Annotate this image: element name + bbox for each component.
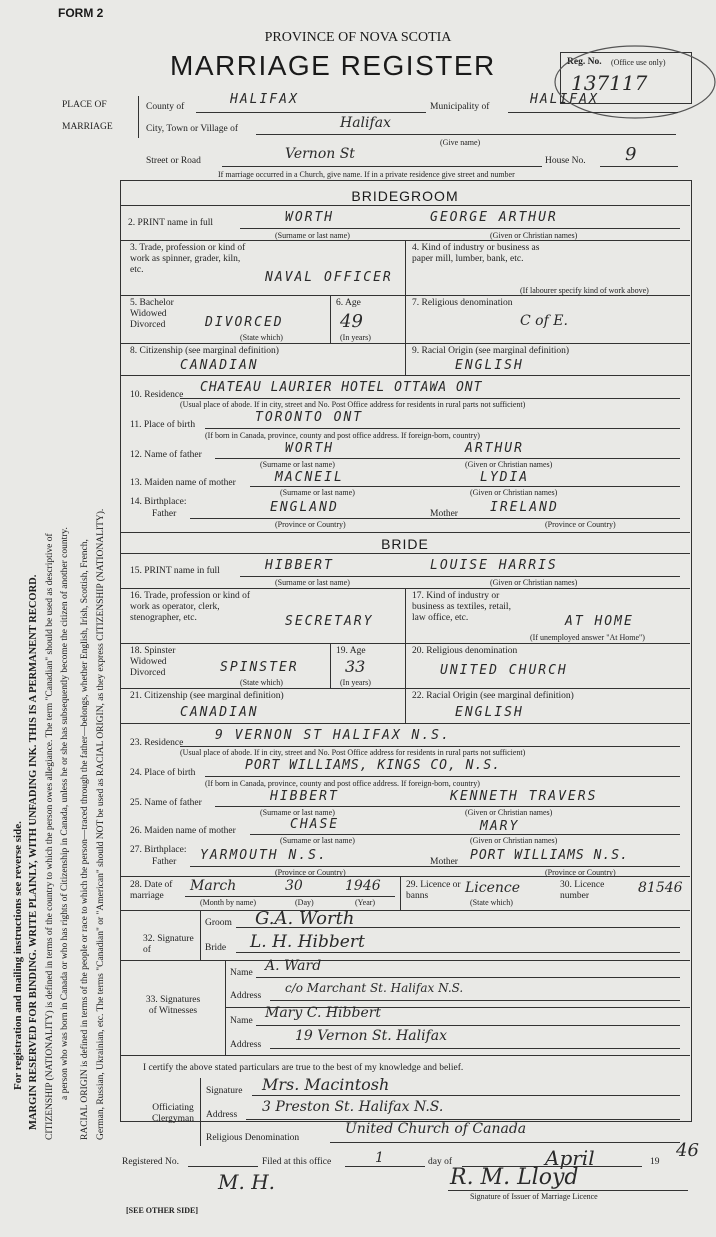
margin-racial-1: RACIAL ORIGIN is defined in terms of the people or race to which the person—traced through the father—belongs, whether English, Irish, Scottish, French, [80,539,90,1140]
see-other-side: [SEE OTHER SIDE] [126,1206,199,1215]
margin-citizenship-2: a person who was born in Canada or who has rights of Citizenship in Canada, unless he or she has subsequently become the citizen of another country. [60,527,70,1100]
bride-signature: L. H. Hibbert [250,932,365,952]
bride-father-surname: HIBBERT [270,789,339,804]
margin-racial-2: German, Russian, Ukrainian, etc. The terms "Canadian" or "American" should NOT be used as RACIAL ORIGIN, as they express CITIZENSHIP (NATIONALITY). [96,508,106,1140]
groom-bp-mother: IRELAND [490,500,559,515]
bride-birth-caption: (If born in Canada, province, county and post office address. If foreign-born, country) [205,779,480,788]
bride-mother-given: MARY [480,819,520,834]
bride-heading: BRIDE [381,536,429,552]
groom-racial: ENGLISH [455,358,524,373]
page-title: MARRIAGE REGISTER [170,50,496,81]
bride-trade: SECRETARY [285,614,374,629]
bride-trade-label: 16. Trade, profession or kind of work as operator, clerk, stenographer, etc. [130,591,251,623]
year-caption: (Year) [355,898,376,907]
groom-age-caption: (In years) [340,333,371,342]
groom-religion: C of E. [520,313,568,329]
groom-bp-father: ENGLAND [270,500,339,515]
margin-citizenship-1: CITIZENSHIP (NATIONALITY) is defined in terms of the country to which the person owes allegiance. The term "Canadian" should be used as descriptive of [45,533,55,1140]
groom-religion-label: 7. Religious denomination [412,298,513,308]
groom-mother-surname: MACNEIL [275,470,344,485]
groom-status-caption: (State which) [240,333,283,342]
groom-father-label: 12. Name of father [130,450,202,460]
bride-status-label: 18. Spinster Widowed Divorced [130,646,176,678]
bride-residence-label: 23. Residence [130,738,184,748]
bridegroom-heading: BRIDEGROOM [351,188,459,204]
clergy-sig-label: Signature [206,1086,243,1096]
groom-status-label: 5. Bachelor Widowed Divorced [130,298,174,330]
bride-bp-mother-caption: (Province or Country) [545,868,616,877]
groom-age-label: 6. Age [336,298,361,308]
bride-religion: UNITED CHURCH [440,663,568,678]
w2-address-label: Address [230,1040,262,1050]
bride-birth-label: 24. Place of birth [130,768,196,778]
licence-value: Licence [465,880,521,896]
bride-father-given-caption: (Given or Christian names) [465,808,553,817]
groom-surname: WORTH [285,210,335,225]
church-note: If marriage occurred in a Church, give name. If in a private residence give street and number [218,170,515,179]
groom-residence: CHATEAU LAURIER HOTEL OTTAWA ONT [200,380,483,395]
city-label: City, Town or Village of [146,124,238,134]
bride-religion-label: 20. Religious denomination [412,646,518,656]
county-label: County of [146,102,185,112]
groom-bp-father-caption: (Province or Country) [275,520,346,529]
bride-bp-father-label: Father [152,857,177,867]
bride-citizenship-label: 21. Citizenship (see marginal definition) [130,691,284,701]
groom-age: 49 [340,311,363,332]
bride-father-surname-caption: (Surname or last name) [260,808,335,817]
bride-father-given: KENNETH TRAVERS [450,789,598,804]
bride-bp-mother-label: Mother [430,857,458,867]
house-label: House No. [545,156,586,166]
bride-status-caption: (State which) [240,678,283,687]
groom-mother-given: LYDIA [480,470,530,485]
marriage-month: March [190,878,237,894]
bride-citizenship: CANADIAN [180,705,259,720]
place-label-2: MARRIAGE [62,122,113,132]
street-label: Street or Road [146,156,201,166]
bride-surname-caption: (Surname or last name) [275,578,350,587]
reg-circle [550,42,716,122]
year-prefix: 19 [650,1157,660,1167]
groom-father-surname-caption: (Surname or last name) [260,460,335,469]
date-label: 28. Date of marriage [130,880,173,901]
marriage-day: 30 [285,878,303,894]
bride-industry-label: 17. Kind of industry or business as textiles, retail, law office, etc. [412,591,511,623]
municipality-label: Municipality of [430,102,490,112]
groom-trade-label: 3. Trade, profession or kind of work as spinner, grader, kiln, etc. [130,243,246,275]
bride-age: 33 [345,657,366,676]
bride-industry-caption: (If unemployed answer "At Home") [530,633,645,642]
bride-bp-father-caption: (Province or Country) [275,868,346,877]
bride-racial-label: 22. Racial Origin (see marginal definition) [412,691,574,701]
groom-surname-caption: (Surname or last name) [275,231,350,240]
groom-industry-caption: (If labourer specify kind of work above) [520,286,649,295]
licence-number-label: 30. Licence number [560,880,605,901]
day-caption: (Day) [295,898,314,907]
bride-surname: HIBBERT [265,558,334,573]
groom-sig-label: Groom [205,918,232,928]
witness2-address: 19 Vernon St. Halifax [295,1028,448,1044]
reg-note: (Office use only) [611,58,666,67]
clergy-address: 3 Preston St. Halifax N.S. [262,1099,444,1115]
groom-mother-surname-caption: (Surname or last name) [280,488,355,497]
bride-mother-surname-caption: (Surname or last name) [280,836,355,845]
groom-signature: G.A. Worth [255,908,355,929]
bride-given-caption: (Given or Christian names) [490,578,578,587]
bride-sig-label: Bride [205,943,227,953]
street-value: Vernon St [285,146,355,162]
issuer-signature: R. M. Lloyd [450,1165,579,1190]
denomination-label: Religious Denomination [206,1133,300,1143]
groom-name-label: 2. PRINT name in full [128,218,214,228]
registrar-initials: M. H. [218,1170,275,1194]
house-value: 9 [625,144,637,165]
groom-mother-label: 13. Maiden name of mother [130,478,236,488]
filed-month: April [545,1146,595,1170]
certify-text: I certify the above stated particulars are true to the best of my knowledge and belief. [143,1063,464,1073]
witness2-name: Mary C. Hibbert [265,1005,382,1021]
municipality-value: HALIFAX [530,92,599,107]
bride-racial: ENGLISH [455,705,524,720]
groom-trade: NAVAL OFFICER [265,270,393,285]
signature-label: 32. Signature of [143,934,194,955]
issuer-caption: Signature of Issuer of Marriage Licence [470,1192,598,1201]
bride-age-label: 19. Age [336,646,366,656]
groom-residence-label: 10. Residence [130,390,184,400]
bride-bp-father: YARMOUTH N.S. [200,848,328,863]
bride-given: LOUISE HARRIS [430,558,558,573]
place-label-1: PLACE OF [62,100,107,110]
bride-bp-mother: PORT WILLIAMS N.S. [470,848,629,863]
groom-bp-mother-caption: (Province or Country) [545,520,616,529]
reg-label: Reg. No. [567,57,602,67]
groom-father-given: ARTHUR [465,441,524,456]
groom-citizenship-label: 8. Citizenship (see marginal definition) [130,346,279,356]
bride-status: SPINSTER [220,660,299,675]
groom-industry-label: 4. Kind of industry or business as paper mill, lumber, bank, etc. [412,243,540,264]
bride-birthplace-label: 27. Birthplace: [130,845,187,855]
margin-binding: MARGIN RESERVED FOR BINDING. WRITE PLAINLY, WITH UNFADING INK. THIS IS A PERMANENT RECORD. [28,574,39,1130]
bride-age-caption: (In years) [340,678,371,687]
filed-label: Filed at this office [262,1157,332,1167]
reg-number: 137117 [571,71,648,95]
clergy-address-label: Address [206,1110,238,1120]
groom-given: GEORGE ARTHUR [430,210,558,225]
groom-citizenship: CANADIAN [180,358,259,373]
groom-bp-father-label: Father [152,509,177,519]
marriage-year: 1946 [345,878,381,894]
groom-residence-caption: (Usual place of abode. If in city, street and No. Post Office address for residents in rural parts not sufficient) [180,400,526,409]
form-number: FORM 2 [58,6,104,20]
registered-label: Registered No. [122,1157,179,1167]
bride-mother-given-caption: (Given or Christian names) [470,836,558,845]
witness1-name: A. Ward [265,958,322,974]
licence-number: 81546 [638,880,683,896]
groom-status: DIVORCED [205,315,284,330]
licence-caption: (State which) [470,898,513,907]
bride-birth: PORT WILLIAMS, KINGS CO, N.S. [245,758,501,773]
w1-name-label: Name [230,968,253,978]
bride-mother-label: 26. Maiden name of mother [130,826,236,836]
day-of-label: day of [428,1157,453,1167]
groom-racial-label: 9. Racial Origin (see marginal definition) [412,346,570,356]
groom-bp-mother-label: Mother [430,509,458,519]
city-value: Halifax [340,115,391,131]
month-caption: (Month by name) [200,898,256,907]
margin-instructions: For registration and mailing instructions see reverse side. [12,821,24,1090]
county-value: HALIFAX [230,92,299,107]
groom-father-given-caption: (Given or Christian names) [465,460,553,469]
groom-birth-caption: (If born in Canada, province, county and post office address. If foreign-born, country) [205,431,480,440]
bride-name-label: 15. PRINT name in full [130,566,220,576]
clergy-denomination: United Church of Canada [345,1121,527,1137]
licence-label: 29. Licence or banns [406,880,461,901]
groom-father-surname: WORTH [285,441,335,456]
bride-residence: 9 VERNON ST HALIFAX N.S. [215,728,451,743]
bride-father-label: 25. Name of father [130,798,202,808]
w2-name-label: Name [230,1016,253,1026]
groom-given-caption: (Given or Christian names) [490,231,578,240]
bride-residence-caption: (Usual place of abode. If in city, street and No. Post Office address for residents in rural parts not sufficient) [180,748,526,757]
groom-birth: TORONTO ONT [255,410,364,425]
w1-address-label: Address [230,991,262,1001]
witness-label: 33. Signatures of Witnesses [145,995,201,1016]
province-heading: PROVINCE OF NOVA SCOTIA [264,30,452,45]
groom-birthplace-label: 14. Birthplace: [130,497,187,507]
bride-industry: AT HOME [565,614,634,629]
groom-mother-given-caption: (Given or Christian names) [470,488,558,497]
bride-mother-surname: CHASE [290,817,340,832]
filed-year: 46 [676,1140,699,1161]
filed-day: 1 [375,1150,384,1166]
groom-birth-label: 11. Place of birth [130,420,196,430]
witness1-address: c/o Marchant St. Halifax N.S. [285,981,464,995]
clergy-label: Officiating Clergyman [151,1103,195,1124]
city-caption: (Give name) [440,138,481,147]
clergy-signature: Mrs. Macintosh [262,1075,390,1094]
